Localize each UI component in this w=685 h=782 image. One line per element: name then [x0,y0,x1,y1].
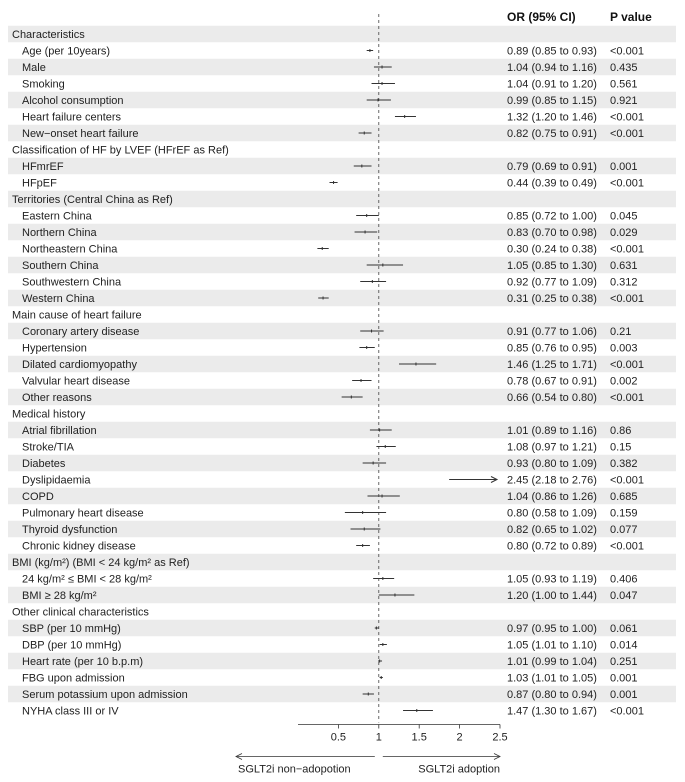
row-label: COPD [22,491,54,503]
row-label: DBP (per 10 mmHg) [22,639,122,652]
row-label: SBP (per 10 mmHg) [22,623,121,635]
group-label: Classification of HF by LVEF (HFrEF as Ref) [12,144,229,157]
or-ci-value: 0.44 (0.39 to 0.49) [507,177,597,190]
row-label: Eastern China [22,210,92,223]
footer-left-label: SGLT2i non−adopotion [238,763,351,776]
or-ci-value: 0.66 (0.54 to 0.80) [507,392,597,404]
p-value: <0.001 [610,359,644,371]
row-label: Western China [22,293,95,305]
or-ci-value: 1.01 (0.89 to 1.16) [507,425,597,437]
or-ci-value: 1.47 (1.30 to 1.67) [507,705,597,718]
or-ci-value: 0.85 (0.76 to 0.95) [507,342,597,355]
row-label: Coronary artery disease [22,326,140,338]
or-ci-value: 0.80 (0.58 to 1.09) [507,507,597,520]
p-value: 0.921 [610,95,638,107]
row-label: Dyslipidaemia [22,474,91,487]
row-label: NYHA class III or IV [22,705,119,718]
p-value: 0.001 [610,161,638,173]
p-value: 0.159 [610,507,638,520]
or-ci-value: 0.87 (0.80 to 0.94) [507,689,597,701]
or-ci-value: 1.08 (0.97 to 1.21) [507,441,597,454]
p-value: <0.001 [610,293,644,305]
row-label: Pulmonary heart disease [22,507,144,520]
p-value: 0.685 [610,491,638,503]
x-tick-label: 0.5 [330,731,347,744]
or-ci-value: 0.99 (0.85 to 1.15) [507,95,597,107]
x-axis [298,725,508,744]
or-ci-value: 0.82 (0.75 to 0.91) [507,128,597,140]
p-value: 0.002 [610,375,638,388]
or-ci-value: 0.93 (0.80 to 1.09) [507,458,597,470]
or-ci-value: 1.20 (1.00 to 1.44) [507,590,597,602]
p-value: <0.001 [610,45,644,58]
p-value: <0.001 [610,392,644,404]
or-ci-value: 1.05 (1.01 to 1.10) [507,639,597,652]
p-value: 0.045 [610,210,638,223]
group-label: BMI (kg/m²) (BMI < 24 kg/m² as Ref) [12,557,190,569]
x-tick-label: 2 [456,731,463,744]
p-value: 0.251 [610,656,638,668]
x-tick-label: 1 [375,731,382,744]
group-label: Other clinical characteristics [12,606,149,619]
row-label: Hypertension [22,342,87,355]
row-label: 24 kg/m² ≤ BMI < 28 kg/m² [22,573,152,586]
direction-footer [236,754,500,776]
row-label: Southwestern China [22,276,122,289]
x-tick-label: 2.5 [492,731,508,744]
group-label: Medical history [12,408,86,421]
p-value: 0.561 [610,78,638,91]
or-ci-value: 2.45 (2.18 to 2.76) [507,474,597,487]
p-column-header: P value [610,10,652,24]
row-label: Dilated cardiomyopathy [22,359,137,371]
p-value: 0.382 [610,458,638,470]
or-ci-value: 1.03 (1.01 to 1.05) [507,672,597,685]
p-value: <0.001 [610,474,644,487]
or-ci-value: 1.05 (0.93 to 1.19) [507,573,597,586]
p-value: 0.15 [610,441,632,454]
p-value: 0.029 [610,227,638,239]
or-ci-value: 0.31 (0.25 to 0.38) [507,293,597,305]
p-value: 0.001 [610,672,638,685]
row-label: Smoking [22,78,65,91]
group-label: Main cause of heart failure [12,309,142,322]
row-label: Alcohol consumption [22,95,124,107]
row-label: Age (per 10years) [22,45,111,58]
row-label: Atrial fibrillation [22,425,97,437]
row-label: Male [22,62,46,74]
p-value: 0.001 [610,689,638,701]
confidence-intervals [317,49,497,712]
row-label: Other reasons [22,392,92,404]
p-value: 0.014 [610,639,638,652]
group-label: Territories (Central China as Ref) [12,194,173,206]
or-ci-value: 1.46 (1.25 to 1.71) [507,359,597,371]
p-value: 0.077 [610,524,638,536]
row-label: Heart rate (per 10 b.p.m) [22,656,144,668]
row-label: Diabetes [22,458,66,470]
row-label: Serum potassium upon admission [22,689,188,701]
or-ci-value: 0.30 (0.24 to 0.38) [507,243,597,256]
row-label: Chronic kidney disease [22,540,136,553]
p-value: 0.435 [610,62,638,74]
p-value: <0.001 [610,111,644,124]
row-label: Southern China [22,260,99,272]
or-ci-value: 1.01 (0.99 to 1.04) [507,656,597,668]
p-value: 0.312 [610,276,638,289]
or-ci-value: 0.91 (0.77 to 1.06) [507,326,597,338]
or-column-header: OR (95% CI) [507,10,576,24]
row-label: New−onset heart failure [22,128,139,140]
footer-right-label: SGLT2i adoption [418,763,500,776]
row-label: FBG upon admission [22,672,125,685]
or-ci-value: 0.79 (0.69 to 0.91) [507,161,597,173]
p-value: <0.001 [610,177,644,190]
or-ci-value: 0.80 (0.72 to 0.89) [507,540,597,553]
p-value: <0.001 [610,128,644,140]
p-value: 0.631 [610,260,638,272]
or-ci-value: 0.82 (0.65 to 1.02) [507,524,597,536]
p-value: <0.001 [610,243,644,256]
row-label: Thyroid dysfunction [22,524,118,536]
or-ci-value: 1.05 (0.85 to 1.30) [507,260,597,272]
or-ci-value: 1.04 (0.91 to 1.20) [507,78,597,91]
or-ci-value: 0.83 (0.70 to 0.98) [507,227,597,239]
p-value: 0.406 [610,573,638,586]
row-label: Northern China [22,227,97,239]
p-value: 0.047 [610,590,638,602]
row-label: HFmrEF [22,161,64,173]
or-ci-value: 1.32 (1.20 to 1.46) [507,111,597,124]
p-value: 0.21 [610,326,632,338]
or-ci-value: 1.04 (0.86 to 1.26) [507,491,597,503]
row-label: Valvular heart disease [22,375,131,388]
row-label: HFpEF [22,177,57,190]
row-label: Northeastern China [22,243,118,256]
or-ci-value: 0.78 (0.67 to 0.91) [507,375,597,388]
p-value: <0.001 [610,540,644,553]
x-tick-label: 1.5 [411,731,427,744]
p-value: <0.001 [610,705,644,718]
or-ci-value: 0.85 (0.72 to 1.00) [507,210,597,223]
p-value: 0.061 [610,623,638,635]
row-label: Stroke/TIA [22,441,74,454]
or-ci-value: 0.97 (0.95 to 1.00) [507,623,597,635]
or-ci-value: 0.89 (0.85 to 0.93) [507,45,597,58]
row-stripe [8,26,676,43]
group-label: Characteristics [12,29,85,41]
p-value: 0.003 [610,342,638,355]
or-ci-value: 0.92 (0.77 to 1.09) [507,276,597,289]
row-label: Heart failure centers [22,111,122,124]
row-label: BMI ≥ 28 kg/m² [22,590,97,602]
or-ci-value: 1.04 (0.94 to 1.16) [507,62,597,74]
p-value: 0.86 [610,425,632,437]
